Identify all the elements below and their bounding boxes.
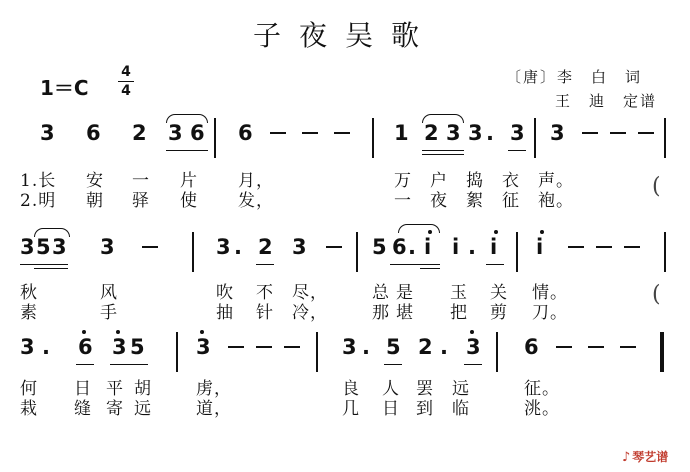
note: i: [424, 235, 432, 259]
lyric: 道，: [196, 399, 232, 419]
extension-dash: [256, 346, 272, 348]
extension-dash: [588, 346, 604, 348]
extension-dash: [624, 246, 640, 248]
note: 3: [292, 235, 307, 259]
lyric: 手: [100, 303, 118, 323]
high-octave-dot: [200, 330, 204, 334]
note: 3: [468, 121, 483, 145]
lyric: 不: [256, 283, 274, 303]
eighth-underline: [508, 150, 526, 151]
lyric: 素: [20, 303, 38, 323]
extension-dash: [582, 132, 598, 134]
barline: [372, 118, 374, 158]
high-octave-dot: [494, 230, 498, 234]
dot-extension: .: [440, 335, 448, 359]
lyric: 情。: [532, 283, 568, 303]
high-octave-dot: [428, 230, 432, 234]
note: 5: [130, 335, 145, 359]
eighth-underline: [110, 364, 148, 365]
staff-row-2: [20, 232, 670, 268]
dot-extension: .: [408, 235, 416, 259]
note: 2: [258, 235, 273, 259]
extension-dash: [284, 346, 300, 348]
note: 6: [190, 121, 205, 145]
eighth-underline: [422, 150, 464, 151]
bracket-mark: (: [652, 174, 661, 199]
note: 3: [216, 235, 231, 259]
lyrics-row-1-verse-2: [20, 186, 670, 211]
high-octave-dot: [82, 330, 86, 334]
lyric: 使: [180, 191, 198, 211]
note: 3: [100, 235, 115, 259]
note: i: [490, 235, 498, 259]
lyric: 玉: [450, 283, 468, 303]
meter-top: 4: [121, 64, 131, 80]
lyric: 抽: [216, 303, 234, 323]
lyric: 远: [134, 399, 152, 419]
note: 3: [342, 335, 357, 359]
note: 3: [52, 235, 67, 259]
lyric: 发，: [238, 191, 274, 211]
barline: [356, 232, 358, 272]
barline: [664, 232, 666, 272]
note: 3: [446, 121, 461, 145]
lyric: 刀。: [532, 303, 568, 323]
dot-extension: .: [234, 235, 242, 259]
eighth-underline: [20, 264, 68, 265]
song-title: 子夜吴歌: [252, 19, 437, 52]
lyric: 把: [450, 303, 468, 323]
lyric: 片: [180, 171, 198, 191]
high-octave-dot: [116, 330, 120, 334]
note: 1: [394, 121, 409, 145]
lyrics-row-2-verse-2: [20, 298, 670, 323]
lyric: 栽: [20, 399, 38, 419]
key-signature: 1＝C: [40, 76, 89, 100]
barline: [516, 232, 518, 272]
lyric: 虏，: [196, 379, 232, 399]
lyric: 几: [342, 399, 360, 419]
lyric: 那: [372, 303, 390, 323]
note: 3: [196, 335, 211, 359]
extension-dash: [610, 132, 626, 134]
lyric: 絮: [466, 191, 484, 211]
note: 5: [36, 235, 51, 259]
extension-dash: [228, 346, 244, 348]
barline: [176, 332, 178, 372]
lyric: 夜: [430, 191, 448, 211]
lyric: 月，: [238, 171, 274, 191]
lyric: 2.明: [20, 191, 57, 211]
note: 3: [550, 121, 565, 145]
note: 2: [424, 121, 439, 145]
extension-dash: [334, 132, 350, 134]
lyric: 寄: [106, 399, 124, 419]
extension-dash: [326, 246, 342, 248]
lyrics-row-3-verse-2: [20, 394, 670, 419]
note: 6: [392, 235, 407, 259]
dot-extension: .: [42, 335, 50, 359]
lyric: 捣: [466, 171, 484, 191]
note: 6: [238, 121, 253, 145]
eighth-underline: [166, 150, 208, 151]
lyric: 是: [396, 283, 414, 303]
barline: [192, 232, 194, 272]
note: 3: [20, 235, 35, 259]
note: 3: [112, 335, 127, 359]
note: 3: [466, 335, 481, 359]
eighth-underline: [390, 264, 440, 265]
lyrics-row-3-verse-1: [20, 374, 670, 399]
sixteenth-underline: [34, 268, 68, 269]
lyric: 临: [452, 399, 470, 419]
lyric: 到: [416, 399, 434, 419]
eighth-underline: [76, 364, 94, 365]
lyric: 征。: [524, 379, 560, 399]
lyric: 冷，: [292, 303, 328, 323]
note: 2: [418, 335, 433, 359]
dot-extension: .: [486, 121, 494, 145]
extension-dash: [638, 132, 654, 134]
barline: [534, 118, 536, 158]
eighth-underline: [464, 364, 482, 365]
barline: [214, 118, 216, 158]
lyric: 风: [100, 283, 118, 303]
lyric: 日: [74, 379, 92, 399]
staff-row-1: [20, 118, 670, 154]
extension-dash: [596, 246, 612, 248]
note: 6: [86, 121, 101, 145]
lyric: 衣: [502, 171, 520, 191]
time-signature: [118, 64, 134, 99]
lyric: 一: [394, 191, 412, 211]
note: 2: [132, 121, 147, 145]
lyric: 总: [372, 283, 390, 303]
eighth-underline: [256, 264, 274, 265]
lyric: 罢: [416, 379, 434, 399]
note: 6: [524, 335, 539, 359]
lyric: 针: [256, 303, 274, 323]
extension-dash: [556, 346, 572, 348]
composer-credit: 王 迪 定谱: [555, 92, 658, 110]
lyricist-credit: 〔唐〕李 白 词: [506, 68, 643, 86]
high-octave-dot: [540, 230, 544, 234]
lyric: 1.长: [20, 171, 57, 191]
sixteenth-underline: [420, 268, 440, 269]
lyric: 堪: [396, 303, 414, 323]
lyric: 秋: [20, 283, 38, 303]
lyric: 驿: [132, 191, 150, 211]
lyric: 尽，: [292, 283, 328, 303]
note: 6: [78, 335, 93, 359]
lyrics-row-2-verse-1: [20, 278, 670, 303]
lyric: 安: [86, 171, 104, 191]
dot-extension: .: [362, 335, 370, 359]
dot-extension: .: [468, 235, 476, 259]
lyric: 缝: [74, 399, 92, 419]
lyric: 日: [382, 399, 400, 419]
lyric: 一: [132, 171, 150, 191]
extension-dash: [568, 246, 584, 248]
note: 3: [168, 121, 183, 145]
site-logo: [622, 448, 668, 465]
lyric: 户: [430, 171, 448, 191]
lyrics-row-1-verse-1: [20, 166, 670, 191]
eighth-underline: [384, 364, 402, 365]
lyric: 远: [452, 379, 470, 399]
lyric: 袍。: [538, 191, 574, 211]
final-barline: [660, 332, 664, 372]
lyric: 吹: [216, 283, 234, 303]
meter-divider: [118, 81, 134, 82]
note: 5: [386, 335, 401, 359]
note: 5: [372, 235, 387, 259]
extension-dash: [270, 132, 286, 134]
extension-dash: [142, 246, 158, 248]
lyric: 征: [502, 191, 520, 211]
lyric: 朝: [86, 191, 104, 211]
barline: [496, 332, 498, 372]
note: i: [536, 235, 544, 259]
lyric: 剪: [490, 303, 508, 323]
note: 3: [40, 121, 55, 145]
barline: [664, 118, 666, 158]
logo-text: 琴艺谱: [632, 450, 669, 464]
barline: [316, 332, 318, 372]
note: i: [452, 235, 460, 259]
lyric: 洮。: [524, 399, 560, 419]
note: 3: [20, 335, 35, 359]
lyric: 胡: [134, 379, 152, 399]
lyric: 人: [382, 379, 400, 399]
staff-row-3: [20, 332, 670, 368]
meter-bottom: 4: [121, 83, 131, 99]
lyric: 关: [490, 283, 508, 303]
lyric: 良: [342, 379, 360, 399]
eighth-underline: [486, 264, 504, 265]
extension-dash: [620, 346, 636, 348]
note: 3: [510, 121, 525, 145]
extension-dash: [302, 132, 318, 134]
bracket-mark: (: [652, 282, 661, 307]
lyric: 何: [20, 379, 38, 399]
lyric: 万: [394, 171, 412, 191]
sixteenth-underline: [422, 154, 464, 155]
music-note-icon: ♪: [622, 450, 631, 465]
lyric: 平: [106, 379, 124, 399]
lyric: 声。: [538, 171, 574, 191]
high-octave-dot: [470, 330, 474, 334]
